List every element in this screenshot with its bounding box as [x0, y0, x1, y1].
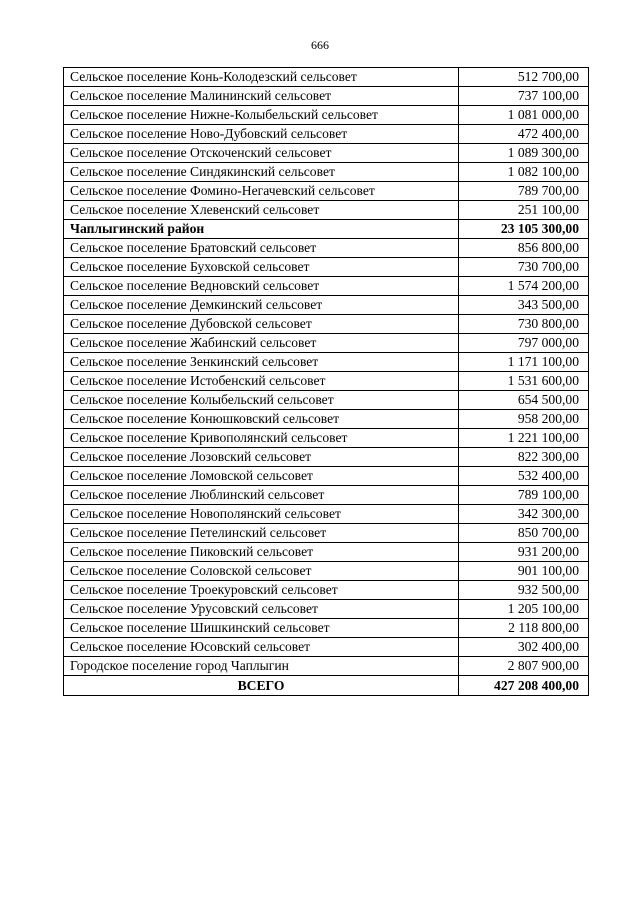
settlement-name: Сельское поселение Братовский сельсовет	[64, 239, 459, 258]
settlement-amount: 1 531 600,00	[459, 372, 589, 391]
settlement-name: Сельское поселение Лозовский сельсовет	[64, 448, 459, 467]
settlement-amount: 856 800,00	[459, 239, 589, 258]
settlement-amount: 901 100,00	[459, 562, 589, 581]
table-row	[64, 68, 589, 87]
settlement-amount: 2 118 800,00	[459, 619, 589, 638]
table-row	[64, 562, 589, 581]
settlement-name: Сельское поселение Буховской сельсовет	[64, 258, 459, 277]
settlement-amount: 931 200,00	[459, 543, 589, 562]
table-row	[64, 334, 589, 353]
settlement-name: Сельское поселение Кривополянский сельсовет	[64, 429, 459, 448]
table-row	[64, 543, 589, 562]
table-row	[64, 163, 589, 182]
total-label: ВСЕГО	[64, 676, 459, 696]
table-row	[64, 524, 589, 543]
settlement-name: Сельское поселение Дубовской сельсовет	[64, 315, 459, 334]
settlement-amount: 730 700,00	[459, 258, 589, 277]
table-row	[64, 144, 589, 163]
table-row	[64, 87, 589, 106]
settlement-amount: 1 221 100,00	[459, 429, 589, 448]
table-row	[64, 657, 589, 676]
settlement-name: Сельское поселение Урусовский сельсовет	[64, 600, 459, 619]
table-row	[64, 315, 589, 334]
settlement-name: Сельское поселение Новополянский сельсовет	[64, 505, 459, 524]
total-amount: 427 208 400,00	[459, 676, 589, 696]
settlement-amount: 472 400,00	[459, 125, 589, 144]
settlement-amount: 932 500,00	[459, 581, 589, 600]
settlement-amount: 1 082 100,00	[459, 163, 589, 182]
table-row	[64, 638, 589, 657]
settlement-name: Сельское поселение Петелинский сельсовет	[64, 524, 459, 543]
table-row	[64, 600, 589, 619]
settlement-name: Сельское поселение Колыбельский сельсовет	[64, 391, 459, 410]
table-row	[64, 448, 589, 467]
table-row	[64, 372, 589, 391]
settlement-amount: 251 100,00	[459, 201, 589, 220]
settlement-amount: 532 400,00	[459, 467, 589, 486]
settlement-amount: 302 400,00	[459, 638, 589, 657]
settlement-amount: 797 000,00	[459, 334, 589, 353]
table-row	[64, 581, 589, 600]
total-row	[64, 676, 589, 696]
settlement-amount: 512 700,00	[459, 68, 589, 87]
table-row	[64, 296, 589, 315]
settlement-name: Сельское поселение Люблинский сельсовет	[64, 486, 459, 505]
page-number: 666	[311, 38, 329, 52]
settlement-name: Сельское поселение Ломовской сельсовет	[64, 467, 459, 486]
table-row	[64, 239, 589, 258]
settlement-name: Сельское поселение Синдякинский сельсовет	[64, 163, 459, 182]
settlement-name: Сельское поселение Конь-Колодезский сельсовет	[64, 68, 459, 87]
settlement-name: Сельское поселение Жабинский сельсовет	[64, 334, 459, 353]
settlement-amount: 654 500,00	[459, 391, 589, 410]
district-amount: 23 105 300,00	[459, 220, 589, 239]
settlement-name: Сельское поселение Нижне-Колыбельский сельсовет	[64, 106, 459, 125]
table-row	[64, 258, 589, 277]
settlement-amount: 1 171 100,00	[459, 353, 589, 372]
settlement-name: Сельское поселение Демкинский сельсовет	[64, 296, 459, 315]
settlement-name: Сельское поселение Отскоченский сельсовет	[64, 144, 459, 163]
settlement-amount: 789 700,00	[459, 182, 589, 201]
settlement-name: Сельское поселение Пиковский сельсовет	[64, 543, 459, 562]
table-row	[64, 182, 589, 201]
table-row	[64, 106, 589, 125]
table-row	[64, 410, 589, 429]
settlement-amount: 2 807 900,00	[459, 657, 589, 676]
settlement-name: Сельское поселение Зенкинский сельсовет	[64, 353, 459, 372]
district-subtotal-row	[64, 220, 589, 239]
settlement-name: Сельское поселение Юсовский сельсовет	[64, 638, 459, 657]
settlement-name: Сельское поселение Конюшковский сельсовет	[64, 410, 459, 429]
table-row	[64, 619, 589, 638]
settlement-amount: 1 205 100,00	[459, 600, 589, 619]
settlement-amount: 789 100,00	[459, 486, 589, 505]
budget-table-body	[64, 68, 589, 696]
table-row	[64, 505, 589, 524]
settlement-name: Сельское поселение Малининский сельсовет	[64, 87, 459, 106]
settlement-amount: 958 200,00	[459, 410, 589, 429]
table-row	[64, 429, 589, 448]
table-row	[64, 201, 589, 220]
settlement-amount: 850 700,00	[459, 524, 589, 543]
settlement-amount: 1 089 300,00	[459, 144, 589, 163]
table-row	[64, 125, 589, 144]
table-row	[64, 353, 589, 372]
settlement-name: Сельское поселение Хлевенский сельсовет	[64, 201, 459, 220]
settlement-name: Сельское поселение Соловской сельсовет	[64, 562, 459, 581]
budget-table	[63, 67, 589, 696]
table-row	[64, 467, 589, 486]
settlement-amount: 730 800,00	[459, 315, 589, 334]
settlement-name: Сельское поселение Ведновский сельсовет	[64, 277, 459, 296]
table-row	[64, 486, 589, 505]
settlement-name: Сельское поселение Троекуровский сельсовет	[64, 581, 459, 600]
district-name: Чаплыгинский район	[64, 220, 459, 239]
settlement-amount: 343 500,00	[459, 296, 589, 315]
settlement-name: Сельское поселение Истобенский сельсовет	[64, 372, 459, 391]
settlement-name: Сельское поселение Шишкинский сельсовет	[64, 619, 459, 638]
settlement-amount: 1 574 200,00	[459, 277, 589, 296]
settlement-name: Сельское поселение Фомино-Негачевский сельсовет	[64, 182, 459, 201]
settlement-name: Сельское поселение Ново-Дубовский сельсовет	[64, 125, 459, 144]
settlement-amount: 822 300,00	[459, 448, 589, 467]
settlement-name: Городское поселение город Чаплыгин	[64, 657, 459, 676]
table-row	[64, 391, 589, 410]
settlement-amount: 342 300,00	[459, 505, 589, 524]
settlement-amount: 1 081 000,00	[459, 106, 589, 125]
table-row	[64, 277, 589, 296]
settlement-amount: 737 100,00	[459, 87, 589, 106]
